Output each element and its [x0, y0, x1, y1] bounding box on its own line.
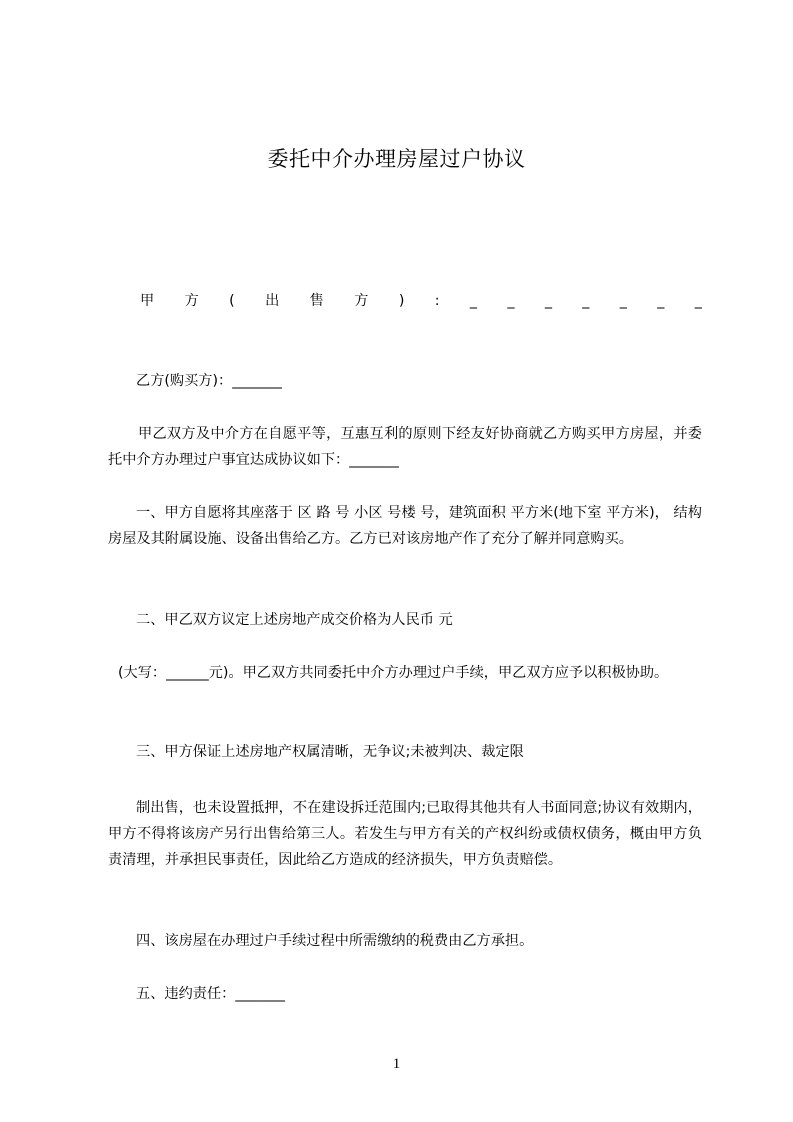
party-a-char: ): [398, 293, 405, 309]
party-a-blank: _: [469, 293, 477, 309]
clause-3-paragraph: 三、甲方保证上述房地产权属清晰，无争议;未被判决、裁定限: [136, 744, 524, 760]
party-a-blank: _: [657, 293, 665, 309]
document-title: 委托中介办理房屋过户协议: [267, 147, 526, 171]
party-a-char: (: [229, 293, 235, 309]
page-number: 1: [392, 1056, 401, 1072]
clause-2-paragraph: 二、甲乙双方议定上述房地产成交价格为人民币 元: [136, 612, 453, 628]
party-a-blank: _: [619, 293, 627, 309]
party-a-blank: _: [694, 293, 702, 309]
party-b-line: 乙方(购买方)：_______: [136, 373, 282, 389]
party-a-char: :: [434, 293, 440, 309]
party-a-blank: _: [544, 293, 552, 309]
party-a-char: 售: [309, 293, 324, 309]
clause-1-paragraph: 一、甲方自愿将其座落于 区 路 号 小区 号楼 号，建筑面积 平方米(地下室 平方米)， 结构房屋及其附属设施、设备出售给乙方。乙方已对该房地产作了充分了解并同意购买。: [108, 505, 702, 547]
clause-4-paragraph: 四、该房屋在办理过户手续过程中所需缴纳的税费由乙方承担。: [136, 933, 534, 949]
clause-3-continuation: 制出售，也未设置抵押，不在建设拆迁范围内;已取得其他共有人书面同意;协议有效期内，甲方不得将该房产另行出售给第三人。若发生与甲方有关的产权纠纷或债权债务，概由甲方负责清理，并承担民事责任，因此给乙方造成的经济损失，甲方负责赔偿。: [108, 800, 702, 868]
party-a-char: 出: [265, 293, 280, 309]
party-a-char: 方: [184, 293, 199, 309]
clause-2-continuation: (大写：______元)。甲乙双方共同委托中介方办理过户手续，甲乙双方应予以积极协助。: [118, 665, 669, 681]
party-a-blank: _: [582, 293, 590, 309]
party-a-blank: _: [507, 293, 515, 309]
clause-5-paragraph: 五、违约责任：_______: [136, 986, 285, 1002]
party-a-line: [140, 290, 702, 312]
intro-paragraph: 甲乙双方及中介方在自愿平等，互惠互利的原则下经友好协商就乙方购买甲方房屋，并委托中介方办理过户事宜达成协议如下：_______: [108, 426, 702, 468]
party-a-char: 方: [354, 293, 369, 309]
party-a-char: 甲: [140, 293, 155, 309]
